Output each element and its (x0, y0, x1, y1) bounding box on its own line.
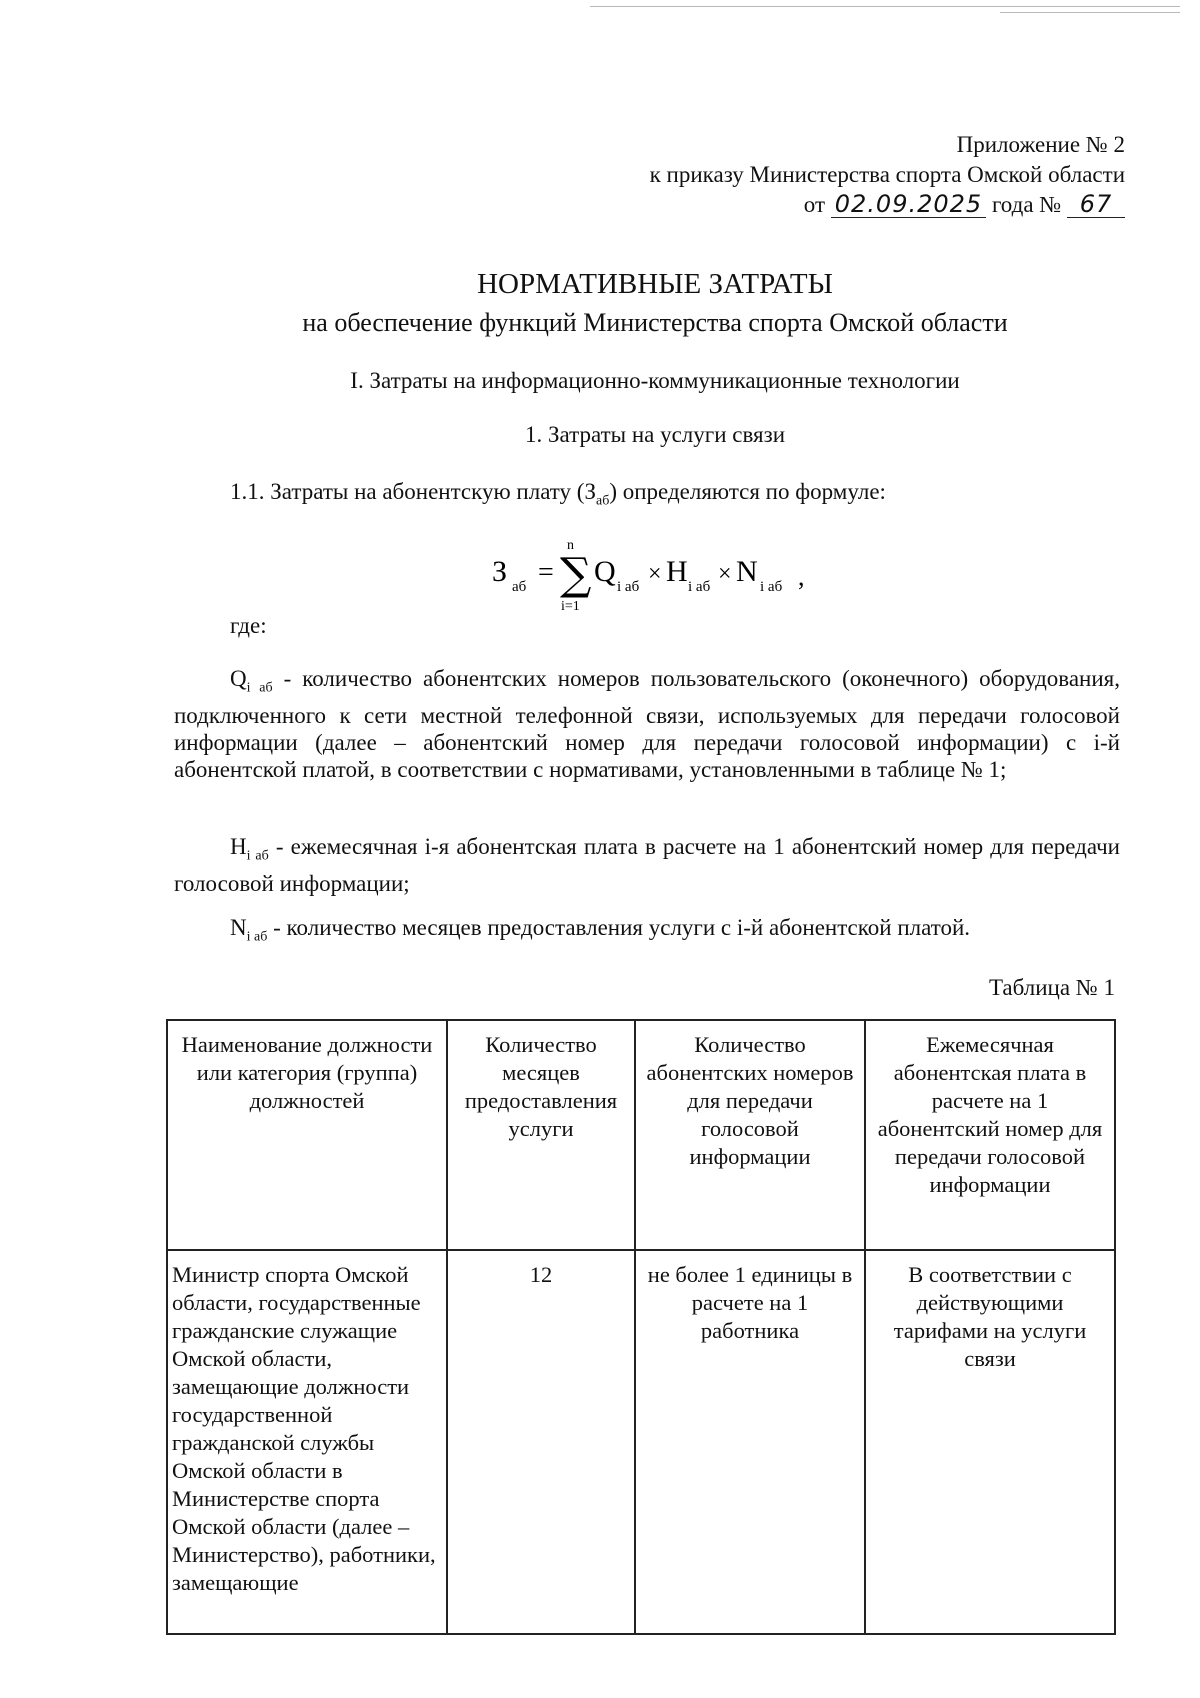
formula-times: × (648, 561, 662, 587)
subsection-heading: 1. Затраты на услуги связи (524, 422, 786, 447)
table-cell-numbers: не более 1 единицы в расчете на 1 работника (635, 1250, 865, 1634)
formula-h-sub: i аб (688, 579, 711, 595)
formula (490, 535, 850, 615)
costs-table (166, 1019, 1116, 1635)
formula-h: H (666, 555, 688, 588)
formula-q: Q (594, 555, 616, 588)
date-prefix: от (803, 192, 826, 217)
formula-n: N (736, 555, 758, 588)
table-cell-fee: В соответствии с действующими тарифами на услуги связи (865, 1250, 1115, 1634)
formula-sum-symbol: ∑ (560, 549, 592, 600)
table-header-cell: Количество месяцев предоставления услуги (447, 1020, 635, 1250)
year-number-label: года № (991, 192, 1062, 217)
formula-comma: , (798, 562, 805, 591)
scan-artifact-line (1000, 12, 1180, 13)
def-n-text: - количество месяцев предоставления услуги с i-й абонентской платой. (267, 915, 971, 940)
section-heading: I. Затраты на информационно-коммуникационные технологии (350, 368, 960, 393)
handwritten-date: 02.09.2025 (831, 191, 986, 218)
appendix-header (650, 130, 1125, 220)
intro-text-end: ) определяются по формуле: (609, 479, 886, 504)
def-h-sub: i аб (246, 848, 269, 864)
def-q-symbol: Q (230, 666, 247, 691)
document-title: НОРМАТИВНЫЕ ЗАТРАТЫ (477, 268, 833, 300)
formula-n-sub: i аб (760, 579, 783, 595)
formula-equals: = (538, 557, 554, 588)
definition-q (174, 665, 1120, 783)
table-header-cell: Ежемесячная абонентская плата в расчете на 1 абонентский номер для передачи голосовой информации (865, 1020, 1115, 1250)
table-header-row (167, 1020, 1115, 1250)
def-q-sub: i аб (246, 680, 273, 696)
appendix-date-line (650, 190, 1125, 220)
def-q-text: - количество абонентских номеров пользовательского (оконечного) оборудования, подключенного к сети местной телефонной связи, используемых для передачи голосовой информации (далее – абонентский номер для передачи голосовой информации) с i-й абонентской платой, в соответствии с нормативами, установленными в таблице № 1; (174, 666, 1120, 782)
def-n-symbol: N (230, 915, 247, 940)
formula-intro (230, 478, 1130, 515)
formula-sum-bottom: i=1 (561, 599, 580, 614)
appendix-order-ref: к приказу Министерства спорта Омской области (649, 162, 1125, 187)
document-subtitle: на обеспечение функций Министерства спорта Омской области (302, 308, 1008, 337)
formula-lhs: З (492, 555, 508, 588)
table-row (167, 1250, 1115, 1634)
where-label: где: (230, 613, 267, 638)
intro-text: 1.1. Затраты на абонентскую плату (З (230, 479, 596, 504)
table-header-cell: Количество абонентских номеров для передачи голосовой информации (635, 1020, 865, 1250)
handwritten-order-number: 67 (1067, 191, 1125, 218)
intro-sub: аб (596, 493, 610, 509)
scan-artifact-line (590, 6, 1180, 7)
definition-n (230, 914, 1130, 951)
table-cell-position: Министр спорта Омской области, государственные гражданские служащие Омской области, замещающие должности государственной гражданской службы Омской области в Министерстве спорта Омской области (далее – Министерство), работники, замещающие (167, 1250, 447, 1634)
definition-h (174, 833, 1120, 897)
formula-q-sub: i аб (617, 579, 640, 595)
appendix-number: Приложение № 2 (956, 132, 1125, 157)
table-cell-months: 12 (447, 1250, 635, 1634)
table-caption: Таблица № 1 (988, 975, 1115, 1000)
formula-times: × (718, 561, 732, 587)
def-n-sub: i аб (246, 929, 268, 945)
def-h-text: - ежемесячная i-я абонентская плата в расчете на 1 абонентский номер для передачи голосовой информации; (174, 834, 1120, 896)
formula-sum-top: n (567, 538, 574, 553)
def-h-symbol: H (230, 834, 247, 859)
formula-lhs-sub: аб (512, 579, 527, 595)
table-header-cell: Наименование должности или категория (группа) должностей (167, 1020, 447, 1250)
